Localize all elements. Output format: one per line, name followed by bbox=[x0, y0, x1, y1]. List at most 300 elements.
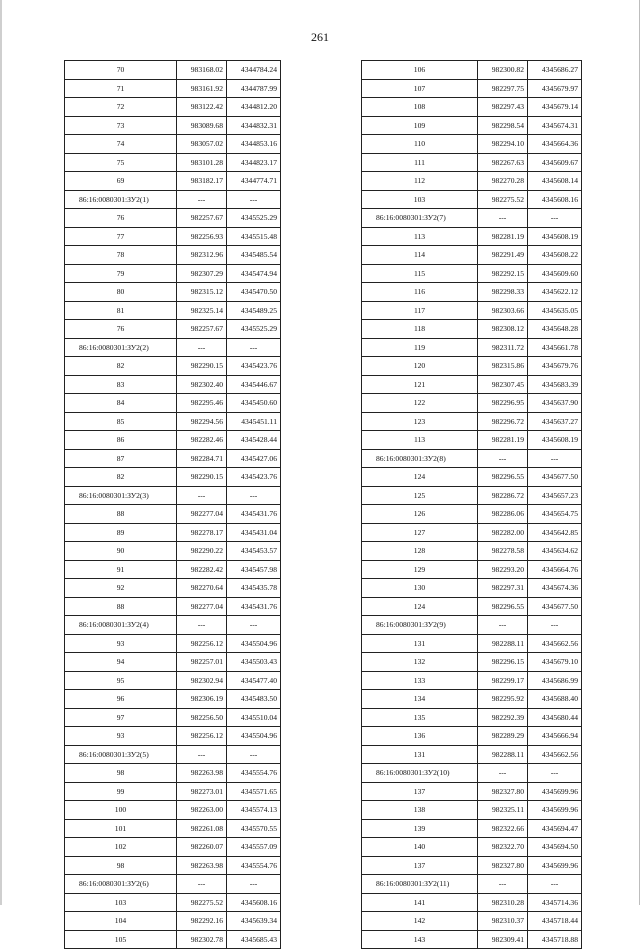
table-row bbox=[65, 597, 281, 616]
table-row bbox=[65, 375, 281, 394]
x-coordinate-cell: 982325.14 bbox=[177, 301, 227, 320]
x-coordinate-cell: 982297.75 bbox=[478, 79, 528, 98]
table-row bbox=[65, 283, 281, 302]
y-coordinate-cell: 4345679.10 bbox=[528, 653, 582, 672]
x-coordinate-cell: 982278.17 bbox=[177, 523, 227, 542]
point-number-cell: 80 bbox=[65, 283, 177, 302]
point-number-cell: 122 bbox=[362, 394, 478, 413]
x-coordinate-cell: 982286.72 bbox=[478, 486, 528, 505]
table-row bbox=[362, 505, 582, 524]
x-coordinate-cell: 982263.00 bbox=[177, 801, 227, 820]
table-row bbox=[362, 153, 582, 172]
table-row bbox=[65, 523, 281, 542]
empty-y-cell: --- bbox=[227, 338, 281, 357]
y-coordinate-cell: 4345662.56 bbox=[528, 634, 582, 653]
point-number-cell: 102 bbox=[65, 838, 177, 857]
table-row bbox=[362, 671, 582, 690]
table-row bbox=[65, 782, 281, 801]
x-coordinate-cell: 983161.92 bbox=[177, 79, 227, 98]
point-number-cell: 74 bbox=[65, 135, 177, 154]
x-coordinate-cell: 982261.08 bbox=[177, 819, 227, 838]
point-number-cell: 78 bbox=[65, 246, 177, 265]
parcel-id-cell: 86:16:0080301:ЗУ2(1) bbox=[65, 190, 177, 209]
table-row bbox=[65, 653, 281, 672]
parcel-section-row bbox=[65, 745, 281, 764]
x-coordinate-cell: 982308.12 bbox=[478, 320, 528, 339]
table-row bbox=[65, 79, 281, 98]
empty-y-cell: --- bbox=[227, 616, 281, 635]
x-coordinate-cell: 982298.33 bbox=[478, 283, 528, 302]
y-coordinate-cell: 4345699.96 bbox=[528, 782, 582, 801]
point-number-cell: 89 bbox=[65, 523, 177, 542]
table-row bbox=[65, 727, 281, 746]
table-row bbox=[65, 708, 281, 727]
point-number-cell: 83 bbox=[65, 375, 177, 394]
y-coordinate-cell: 4345654.75 bbox=[528, 505, 582, 524]
point-number-cell: 81 bbox=[65, 301, 177, 320]
point-number-cell: 116 bbox=[362, 283, 478, 302]
x-coordinate-cell: 982309.41 bbox=[478, 930, 528, 949]
empty-x-cell: --- bbox=[478, 764, 528, 783]
table-row bbox=[362, 745, 582, 764]
table-row bbox=[362, 98, 582, 117]
y-coordinate-cell: 4344787.99 bbox=[227, 79, 281, 98]
x-coordinate-cell: 982282.42 bbox=[177, 560, 227, 579]
x-coordinate-cell: 982306.19 bbox=[177, 690, 227, 709]
point-number-cell: 76 bbox=[65, 209, 177, 228]
y-coordinate-cell: 4344812.20 bbox=[227, 98, 281, 117]
y-coordinate-cell: 4345694.50 bbox=[528, 838, 582, 857]
y-coordinate-cell: 4345474.94 bbox=[227, 264, 281, 283]
x-coordinate-cell: 982270.64 bbox=[177, 579, 227, 598]
x-coordinate-cell: 982257.67 bbox=[177, 209, 227, 228]
x-coordinate-cell: 982302.78 bbox=[177, 930, 227, 949]
parcel-section-row bbox=[362, 616, 582, 635]
point-number-cell: 77 bbox=[65, 227, 177, 246]
y-coordinate-cell: 4345510.04 bbox=[227, 708, 281, 727]
x-coordinate-cell: 982296.55 bbox=[478, 468, 528, 487]
y-coordinate-cell: 4345608.16 bbox=[227, 893, 281, 912]
x-coordinate-cell: 982295.92 bbox=[478, 690, 528, 709]
x-coordinate-cell: 982256.12 bbox=[177, 634, 227, 653]
point-number-cell: 97 bbox=[65, 708, 177, 727]
point-number-cell: 114 bbox=[362, 246, 478, 265]
y-coordinate-cell: 4345714.36 bbox=[528, 893, 582, 912]
point-number-cell: 82 bbox=[65, 468, 177, 487]
y-coordinate-cell: 4345609.67 bbox=[528, 153, 582, 172]
table-row bbox=[65, 912, 281, 931]
x-coordinate-cell: 982322.66 bbox=[478, 819, 528, 838]
x-coordinate-cell: 983101.28 bbox=[177, 153, 227, 172]
x-coordinate-cell: 982275.52 bbox=[478, 190, 528, 209]
y-coordinate-cell: 4345608.22 bbox=[528, 246, 582, 265]
table-row bbox=[362, 264, 582, 283]
point-number-cell: 92 bbox=[65, 579, 177, 598]
point-number-cell: 131 bbox=[362, 745, 478, 764]
table-row bbox=[362, 468, 582, 487]
y-coordinate-cell: 4345554.76 bbox=[227, 856, 281, 875]
y-coordinate-cell: 4345446.67 bbox=[227, 375, 281, 394]
point-number-cell: 105 bbox=[65, 930, 177, 949]
parcel-id-cell: 86:16:0080301:ЗУ2(2) bbox=[65, 338, 177, 357]
y-coordinate-cell: 4345622.12 bbox=[528, 283, 582, 302]
x-coordinate-cell: 982303.66 bbox=[478, 301, 528, 320]
x-coordinate-cell: 982327.80 bbox=[478, 782, 528, 801]
point-number-cell: 86 bbox=[65, 431, 177, 450]
y-coordinate-cell: 4345554.76 bbox=[227, 764, 281, 783]
table-row bbox=[362, 61, 582, 80]
table-row bbox=[65, 357, 281, 376]
point-number-cell: 84 bbox=[65, 394, 177, 413]
parcel-section-row bbox=[362, 764, 582, 783]
y-coordinate-cell: 4345679.97 bbox=[528, 79, 582, 98]
table-row bbox=[65, 801, 281, 820]
table-row bbox=[362, 375, 582, 394]
point-number-cell: 107 bbox=[362, 79, 478, 98]
empty-y-cell: --- bbox=[528, 449, 582, 468]
y-coordinate-cell: 4345686.99 bbox=[528, 671, 582, 690]
table-row bbox=[65, 468, 281, 487]
point-number-cell: 120 bbox=[362, 357, 478, 376]
point-number-cell: 73 bbox=[65, 116, 177, 135]
x-coordinate-cell: 982292.39 bbox=[478, 708, 528, 727]
point-number-cell: 137 bbox=[362, 782, 478, 801]
y-coordinate-cell: 4345428.44 bbox=[227, 431, 281, 450]
parcel-id-cell: 86:16:0080301:ЗУ2(5) bbox=[65, 745, 177, 764]
x-coordinate-cell: 982296.15 bbox=[478, 653, 528, 672]
empty-x-cell: --- bbox=[177, 616, 227, 635]
point-number-cell: 75 bbox=[65, 153, 177, 172]
y-coordinate-cell: 4345661.78 bbox=[528, 338, 582, 357]
x-coordinate-cell: 982297.43 bbox=[478, 98, 528, 117]
table-row bbox=[65, 819, 281, 838]
point-number-cell: 142 bbox=[362, 912, 478, 931]
point-number-cell: 103 bbox=[65, 893, 177, 912]
parcel-id-cell: 86:16:0080301:ЗУ2(10) bbox=[362, 764, 478, 783]
y-coordinate-cell: 4345525.29 bbox=[227, 320, 281, 339]
point-number-cell: 87 bbox=[65, 449, 177, 468]
table-row bbox=[362, 486, 582, 505]
table-row bbox=[65, 505, 281, 524]
y-coordinate-cell: 4345483.50 bbox=[227, 690, 281, 709]
x-coordinate-cell: 982300.82 bbox=[478, 61, 528, 80]
x-coordinate-cell: 983057.02 bbox=[177, 135, 227, 154]
y-coordinate-cell: 4345574.13 bbox=[227, 801, 281, 820]
table-row bbox=[362, 320, 582, 339]
x-coordinate-cell: 982286.06 bbox=[478, 505, 528, 524]
page-number: 261 bbox=[311, 30, 329, 44]
point-number-cell: 93 bbox=[65, 634, 177, 653]
table-row bbox=[65, 135, 281, 154]
x-coordinate-cell: 982310.28 bbox=[478, 893, 528, 912]
y-coordinate-cell: 4345423.76 bbox=[227, 468, 281, 487]
table-row bbox=[362, 190, 582, 209]
y-coordinate-cell: 4345470.50 bbox=[227, 283, 281, 302]
empty-x-cell: --- bbox=[177, 875, 227, 894]
point-number-cell: 108 bbox=[362, 98, 478, 117]
table-row bbox=[65, 320, 281, 339]
point-number-cell: 131 bbox=[362, 634, 478, 653]
point-number-cell: 72 bbox=[65, 98, 177, 117]
y-coordinate-cell: 4345662.56 bbox=[528, 745, 582, 764]
point-number-cell: 112 bbox=[362, 172, 478, 191]
point-number-cell: 115 bbox=[362, 264, 478, 283]
y-coordinate-cell: 4345683.39 bbox=[528, 375, 582, 394]
x-coordinate-cell: 982291.49 bbox=[478, 246, 528, 265]
x-coordinate-cell: 982295.46 bbox=[177, 394, 227, 413]
y-coordinate-cell: 4345451.11 bbox=[227, 412, 281, 431]
y-coordinate-cell: 4345677.50 bbox=[528, 597, 582, 616]
x-coordinate-cell: 982281.19 bbox=[478, 227, 528, 246]
table-row bbox=[362, 893, 582, 912]
y-coordinate-cell: 4345450.60 bbox=[227, 394, 281, 413]
table-row bbox=[362, 782, 582, 801]
table-row bbox=[65, 227, 281, 246]
table-row bbox=[362, 135, 582, 154]
x-coordinate-cell: 983168.02 bbox=[177, 61, 227, 80]
y-coordinate-cell: 4345648.28 bbox=[528, 320, 582, 339]
table-row bbox=[362, 523, 582, 542]
point-number-cell: 79 bbox=[65, 264, 177, 283]
table-row bbox=[362, 116, 582, 135]
x-coordinate-cell: 982270.28 bbox=[478, 172, 528, 191]
x-coordinate-cell: 982263.98 bbox=[177, 856, 227, 875]
y-coordinate-cell: 4345453.57 bbox=[227, 542, 281, 561]
y-coordinate-cell: 4345637.27 bbox=[528, 412, 582, 431]
x-coordinate-cell: 982256.93 bbox=[177, 227, 227, 246]
x-coordinate-cell: 982315.86 bbox=[478, 357, 528, 376]
y-coordinate-cell: 4344853.16 bbox=[227, 135, 281, 154]
parcel-section-row bbox=[65, 616, 281, 635]
table-row bbox=[362, 653, 582, 672]
point-number-cell: 134 bbox=[362, 690, 478, 709]
x-coordinate-cell: 982256.50 bbox=[177, 708, 227, 727]
table-row bbox=[65, 153, 281, 172]
coordinates-table-right bbox=[361, 60, 582, 949]
x-coordinate-cell: 982288.11 bbox=[478, 634, 528, 653]
table-row bbox=[362, 579, 582, 598]
point-number-cell: 113 bbox=[362, 431, 478, 450]
point-number-cell: 104 bbox=[65, 912, 177, 931]
point-number-cell: 109 bbox=[362, 116, 478, 135]
y-coordinate-cell: 4345431.76 bbox=[227, 597, 281, 616]
table-row bbox=[65, 246, 281, 265]
point-number-cell: 96 bbox=[65, 690, 177, 709]
point-number-cell: 100 bbox=[65, 801, 177, 820]
x-coordinate-cell: 982311.72 bbox=[478, 338, 528, 357]
x-coordinate-cell: 982288.11 bbox=[478, 745, 528, 764]
table-row bbox=[65, 172, 281, 191]
y-coordinate-cell: 4345431.76 bbox=[227, 505, 281, 524]
point-number-cell: 117 bbox=[362, 301, 478, 320]
table-row bbox=[362, 930, 582, 949]
x-coordinate-cell: 982260.07 bbox=[177, 838, 227, 857]
empty-y-cell: --- bbox=[528, 875, 582, 894]
y-coordinate-cell: 4345699.96 bbox=[528, 801, 582, 820]
point-number-cell: 82 bbox=[65, 357, 177, 376]
y-coordinate-cell: 4345431.04 bbox=[227, 523, 281, 542]
empty-y-cell: --- bbox=[227, 745, 281, 764]
table-row bbox=[362, 819, 582, 838]
parcel-section-row bbox=[65, 875, 281, 894]
x-coordinate-cell: 982296.72 bbox=[478, 412, 528, 431]
x-coordinate-cell: 982256.12 bbox=[177, 727, 227, 746]
y-coordinate-cell: 4345503.43 bbox=[227, 653, 281, 672]
x-coordinate-cell: 982275.52 bbox=[177, 893, 227, 912]
table-row bbox=[362, 856, 582, 875]
x-coordinate-cell: 982302.40 bbox=[177, 375, 227, 394]
y-coordinate-cell: 4345666.94 bbox=[528, 727, 582, 746]
y-coordinate-cell: 4345608.14 bbox=[528, 172, 582, 191]
y-coordinate-cell: 4345664.76 bbox=[528, 560, 582, 579]
y-coordinate-cell: 4345634.62 bbox=[528, 542, 582, 561]
table-row bbox=[362, 79, 582, 98]
y-coordinate-cell: 4345489.25 bbox=[227, 301, 281, 320]
empty-y-cell: --- bbox=[227, 875, 281, 894]
x-coordinate-cell: 982298.54 bbox=[478, 116, 528, 135]
x-coordinate-cell: 982281.19 bbox=[478, 431, 528, 450]
table-row bbox=[362, 542, 582, 561]
table-row bbox=[362, 357, 582, 376]
point-number-cell: 94 bbox=[65, 653, 177, 672]
y-coordinate-cell: 4345677.50 bbox=[528, 468, 582, 487]
y-coordinate-cell: 4345485.54 bbox=[227, 246, 281, 265]
x-coordinate-cell: 982307.45 bbox=[478, 375, 528, 394]
y-coordinate-cell: 4345674.36 bbox=[528, 579, 582, 598]
x-coordinate-cell: 982290.22 bbox=[177, 542, 227, 561]
point-number-cell: 71 bbox=[65, 79, 177, 98]
empty-x-cell: --- bbox=[478, 875, 528, 894]
empty-x-cell: --- bbox=[177, 486, 227, 505]
y-coordinate-cell: 4345637.90 bbox=[528, 394, 582, 413]
empty-x-cell: --- bbox=[177, 190, 227, 209]
y-coordinate-cell: 4345680.44 bbox=[528, 708, 582, 727]
x-coordinate-cell: 982282.46 bbox=[177, 431, 227, 450]
empty-y-cell: --- bbox=[528, 764, 582, 783]
table-row bbox=[65, 209, 281, 228]
table-row bbox=[65, 431, 281, 450]
y-coordinate-cell: 4344784.24 bbox=[227, 61, 281, 80]
x-coordinate-cell: 982310.37 bbox=[478, 912, 528, 931]
parcel-section-row bbox=[65, 486, 281, 505]
table-row bbox=[362, 912, 582, 931]
point-number-cell: 88 bbox=[65, 505, 177, 524]
point-number-cell: 135 bbox=[362, 708, 478, 727]
empty-y-cell: --- bbox=[227, 486, 281, 505]
y-coordinate-cell: 4345504.96 bbox=[227, 634, 281, 653]
table-row bbox=[362, 394, 582, 413]
point-number-cell: 98 bbox=[65, 856, 177, 875]
table-row bbox=[362, 227, 582, 246]
table-row bbox=[362, 838, 582, 857]
empty-x-cell: --- bbox=[177, 745, 227, 764]
point-number-cell: 121 bbox=[362, 375, 478, 394]
point-number-cell: 137 bbox=[362, 856, 478, 875]
x-coordinate-cell: 982315.12 bbox=[177, 283, 227, 302]
point-number-cell: 119 bbox=[362, 338, 478, 357]
table-row bbox=[362, 597, 582, 616]
x-coordinate-cell: 982290.15 bbox=[177, 468, 227, 487]
y-coordinate-cell: 4345608.19 bbox=[528, 227, 582, 246]
point-number-cell: 128 bbox=[362, 542, 478, 561]
x-coordinate-cell: 982327.80 bbox=[478, 856, 528, 875]
point-number-cell: 70 bbox=[65, 61, 177, 80]
table-row bbox=[362, 338, 582, 357]
x-coordinate-cell: 982293.20 bbox=[478, 560, 528, 579]
point-number-cell: 101 bbox=[65, 819, 177, 838]
x-coordinate-cell: 982282.00 bbox=[478, 523, 528, 542]
table-row bbox=[65, 579, 281, 598]
empty-x-cell: --- bbox=[478, 209, 528, 228]
y-coordinate-cell: 4345423.76 bbox=[227, 357, 281, 376]
y-coordinate-cell: 4345504.96 bbox=[227, 727, 281, 746]
point-number-cell: 95 bbox=[65, 671, 177, 690]
x-coordinate-cell: 982292.16 bbox=[177, 912, 227, 931]
point-number-cell: 103 bbox=[362, 190, 478, 209]
x-coordinate-cell: 983122.42 bbox=[177, 98, 227, 117]
point-number-cell: 124 bbox=[362, 597, 478, 616]
point-number-cell: 138 bbox=[362, 801, 478, 820]
parcel-id-cell: 86:16:0080301:ЗУ2(3) bbox=[65, 486, 177, 505]
x-coordinate-cell: 982307.29 bbox=[177, 264, 227, 283]
y-coordinate-cell: 4345477.40 bbox=[227, 671, 281, 690]
parcel-section-row bbox=[362, 449, 582, 468]
parcel-id-cell: 86:16:0080301:ЗУ2(9) bbox=[362, 616, 478, 635]
x-coordinate-cell: 982267.63 bbox=[478, 153, 528, 172]
parcel-id-cell: 86:16:0080301:ЗУ2(11) bbox=[362, 875, 478, 894]
point-number-cell: 85 bbox=[65, 412, 177, 431]
y-coordinate-cell: 4344832.31 bbox=[227, 116, 281, 135]
y-coordinate-cell: 4345699.96 bbox=[528, 856, 582, 875]
point-number-cell: 143 bbox=[362, 930, 478, 949]
point-number-cell: 111 bbox=[362, 153, 478, 172]
x-coordinate-cell: 982296.95 bbox=[478, 394, 528, 413]
point-number-cell: 99 bbox=[65, 782, 177, 801]
parcel-id-cell: 86:16:0080301:ЗУ2(6) bbox=[65, 875, 177, 894]
point-number-cell: 98 bbox=[65, 764, 177, 783]
point-number-cell: 132 bbox=[362, 653, 478, 672]
x-coordinate-cell: 982257.01 bbox=[177, 653, 227, 672]
y-coordinate-cell: 4345525.29 bbox=[227, 209, 281, 228]
parcel-section-row bbox=[362, 875, 582, 894]
y-coordinate-cell: 4345639.34 bbox=[227, 912, 281, 931]
x-coordinate-cell: 982257.67 bbox=[177, 320, 227, 339]
x-coordinate-cell: 982284.71 bbox=[177, 449, 227, 468]
y-coordinate-cell: 4345427.06 bbox=[227, 449, 281, 468]
point-number-cell: 106 bbox=[362, 61, 478, 80]
y-coordinate-cell: 4345679.76 bbox=[528, 357, 582, 376]
table-row bbox=[362, 727, 582, 746]
x-coordinate-cell: 983182.17 bbox=[177, 172, 227, 191]
table-row bbox=[65, 394, 281, 413]
table-row bbox=[65, 98, 281, 117]
point-number-cell: 140 bbox=[362, 838, 478, 857]
point-number-cell: 88 bbox=[65, 597, 177, 616]
x-coordinate-cell: 982302.94 bbox=[177, 671, 227, 690]
table-row bbox=[362, 708, 582, 727]
y-coordinate-cell: 4345657.23 bbox=[528, 486, 582, 505]
point-number-cell: 124 bbox=[362, 468, 478, 487]
x-coordinate-cell: 982277.04 bbox=[177, 597, 227, 616]
table-row bbox=[65, 542, 281, 561]
y-coordinate-cell: 4345570.55 bbox=[227, 819, 281, 838]
parcel-id-cell: 86:16:0080301:ЗУ2(8) bbox=[362, 449, 478, 468]
table-row bbox=[65, 838, 281, 857]
y-coordinate-cell: 4345515.48 bbox=[227, 227, 281, 246]
y-coordinate-cell: 4345609.60 bbox=[528, 264, 582, 283]
table-row bbox=[65, 856, 281, 875]
x-coordinate-cell: 982299.17 bbox=[478, 671, 528, 690]
